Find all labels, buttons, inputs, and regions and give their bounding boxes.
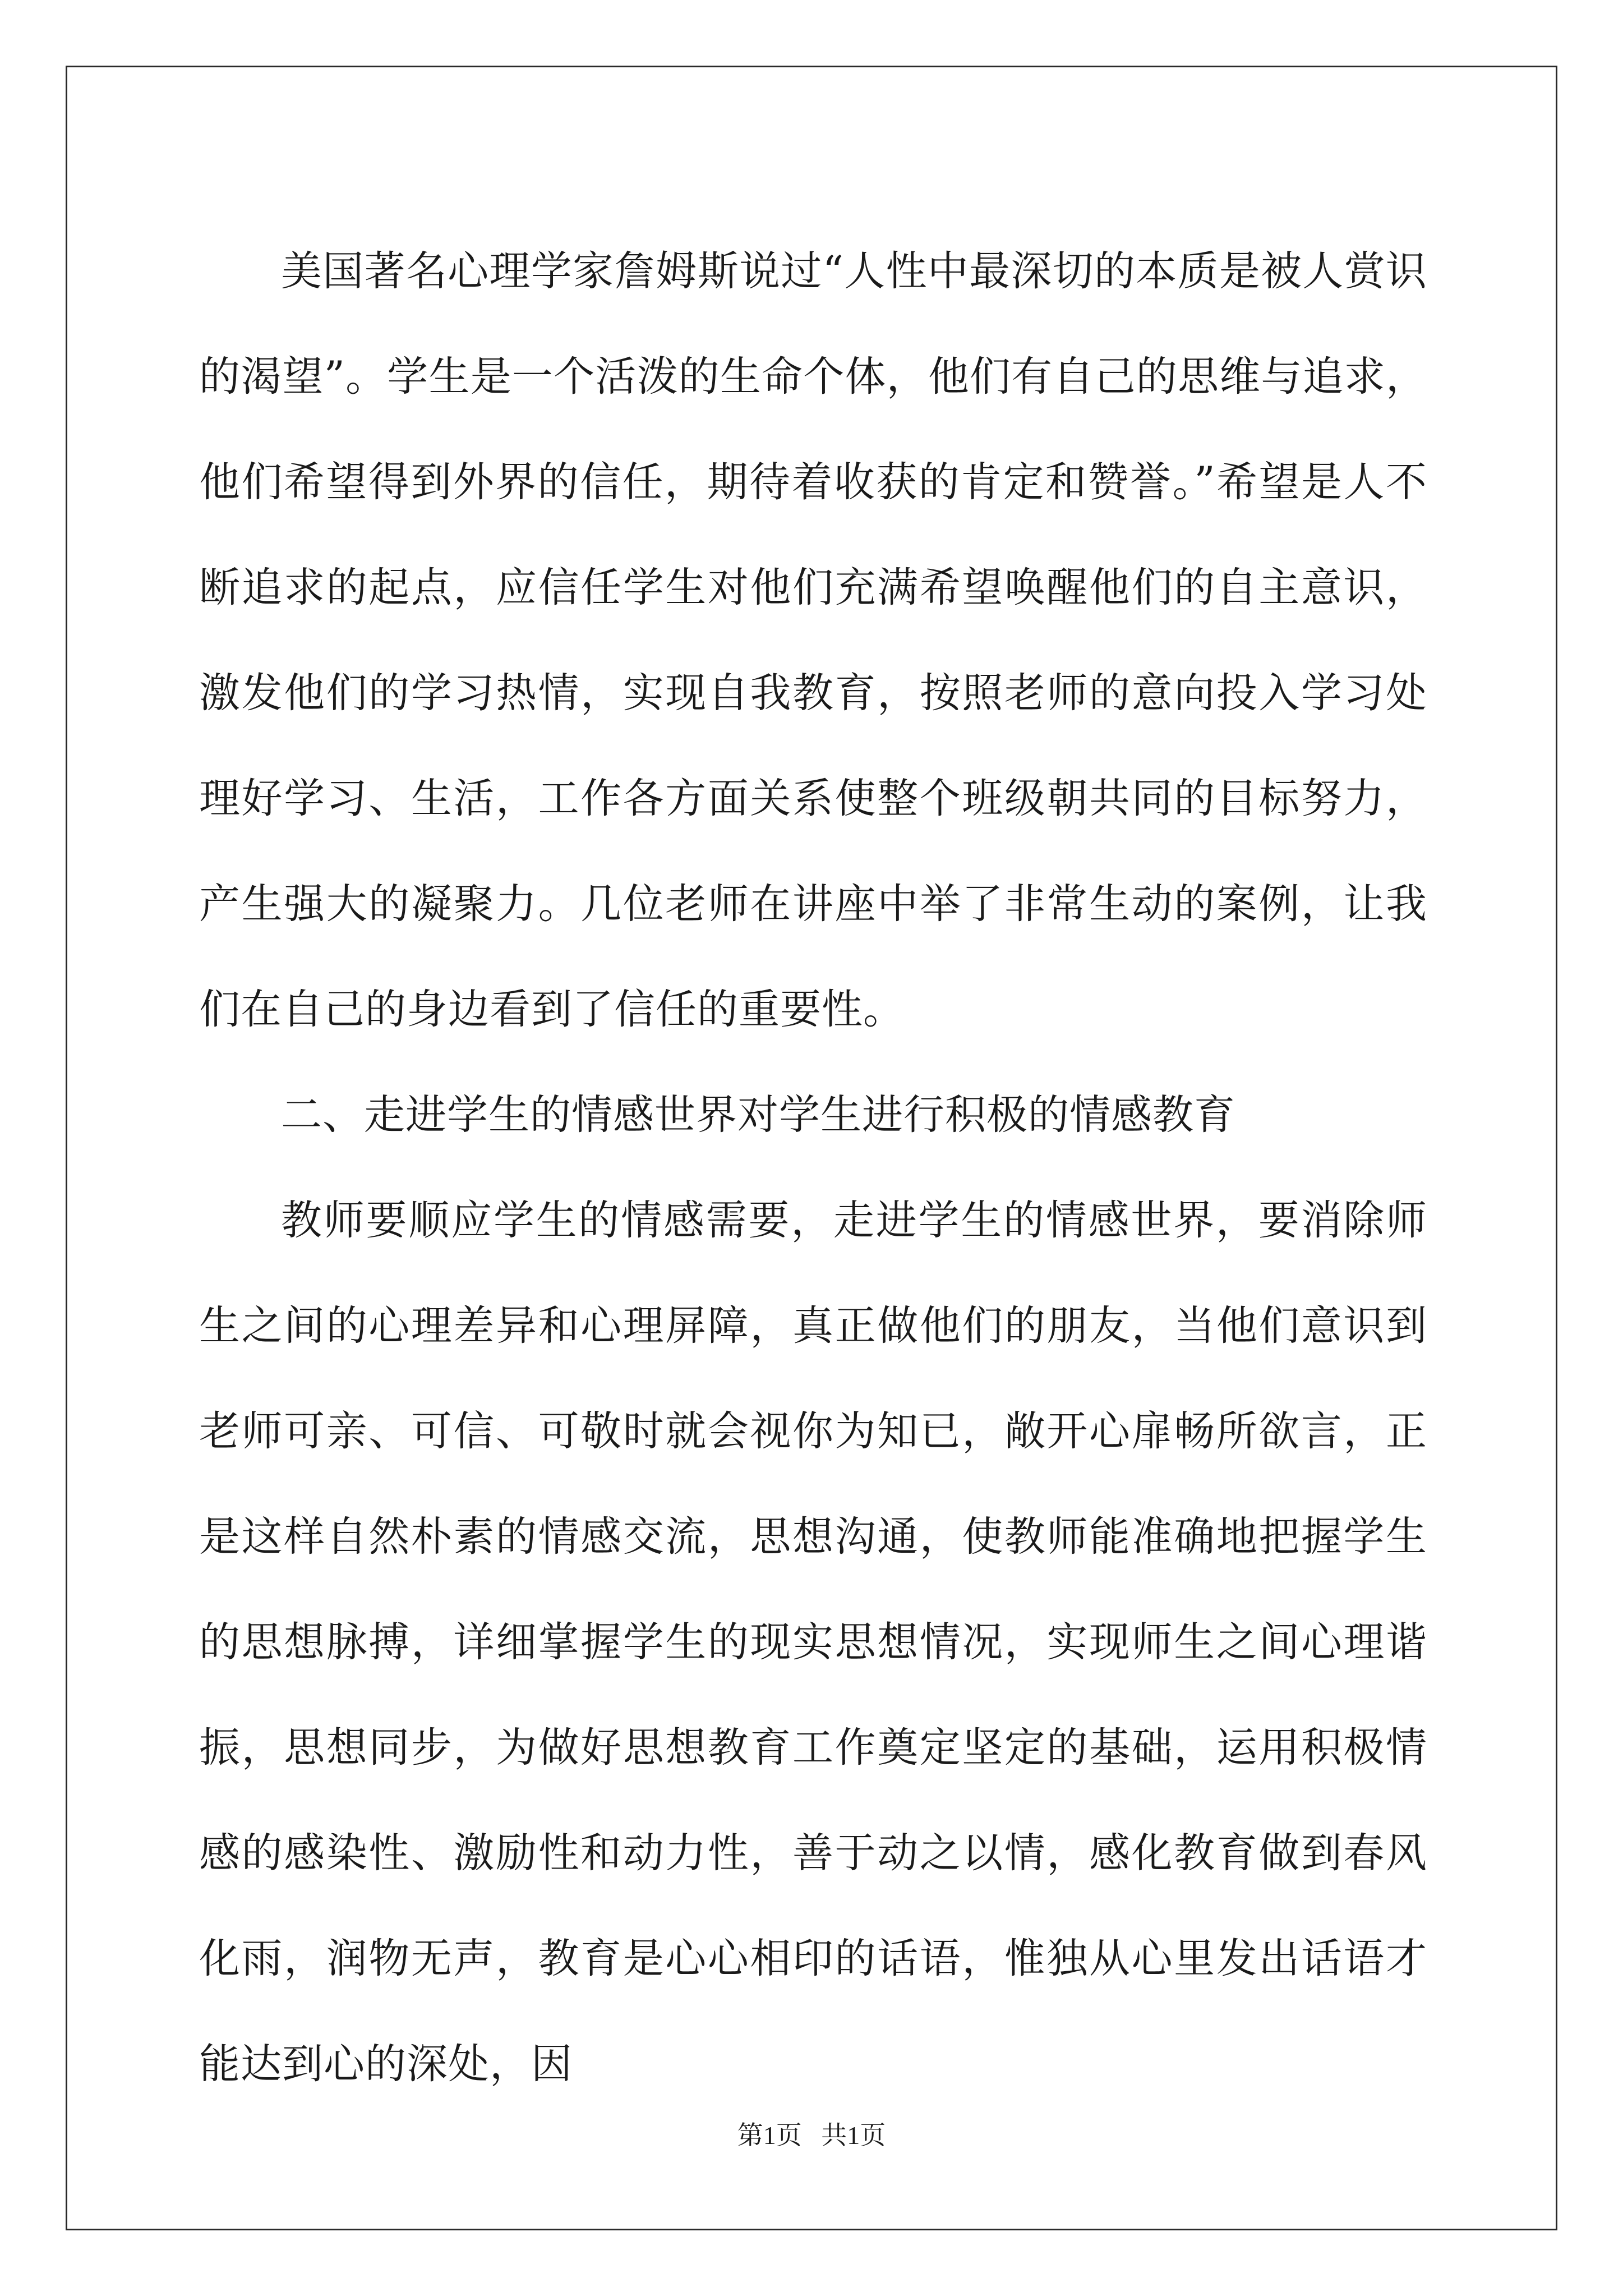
page-footer: 第1页 共1页 — [737, 2121, 886, 2150]
paragraph-emotional-world: 教师要顺应学生的情感需要，走进学生的情感世界，要消除师生之间的心理差异和心理屏障，真正做他们的朋友，当他们意识到老师可亲、可信、可敬时就会视你为知已，敞开心扉畅所欲言，正是这样自然朴素的情感交流，思想沟通，使教师能准确地把握学生的思想脉搏，详细掌握学生的现实思想情况，实现师生之间心理谐振，思想同步，为做好思想教育工作奠定坚定的基础，运用积极情感的感染性、激励性和动力性，善于动之以情，感化教育做到春风化雨，润物无声，教育是心心相印的话语，惟独从心里发出话语才能达到心的深处，因 — [199, 1197, 1427, 2088]
paragraph-trust: 美国著名心理学家詹姆斯说过“人性中最深切的本质是被人赏识的渴望”。学生是一个活泼的生命个体，他们有自己的思维与追求，他们希望得到外界的信任，期待着收获的肯定和赞誉。”希望是人不断追求的起点，应信任学生对他们充满希望唤醒他们的自主意识，激发他们的学习热情，实现自我教育，按照老师的意向投入学习处理好学习、生活，工作各方面关系使整个班级朝共同的目标努力，产生强大的凝聚力。几位老师在讲座中举了非常生动的案例，让我们在自己的身边看到了信任的重要性。 — [199, 247, 1427, 1033]
section-heading-emotional-education: 二、走进学生的情感世界对学生进行积极的情感教育 — [281, 1091, 1235, 1139]
document-body — [199, 219, 1427, 2117]
